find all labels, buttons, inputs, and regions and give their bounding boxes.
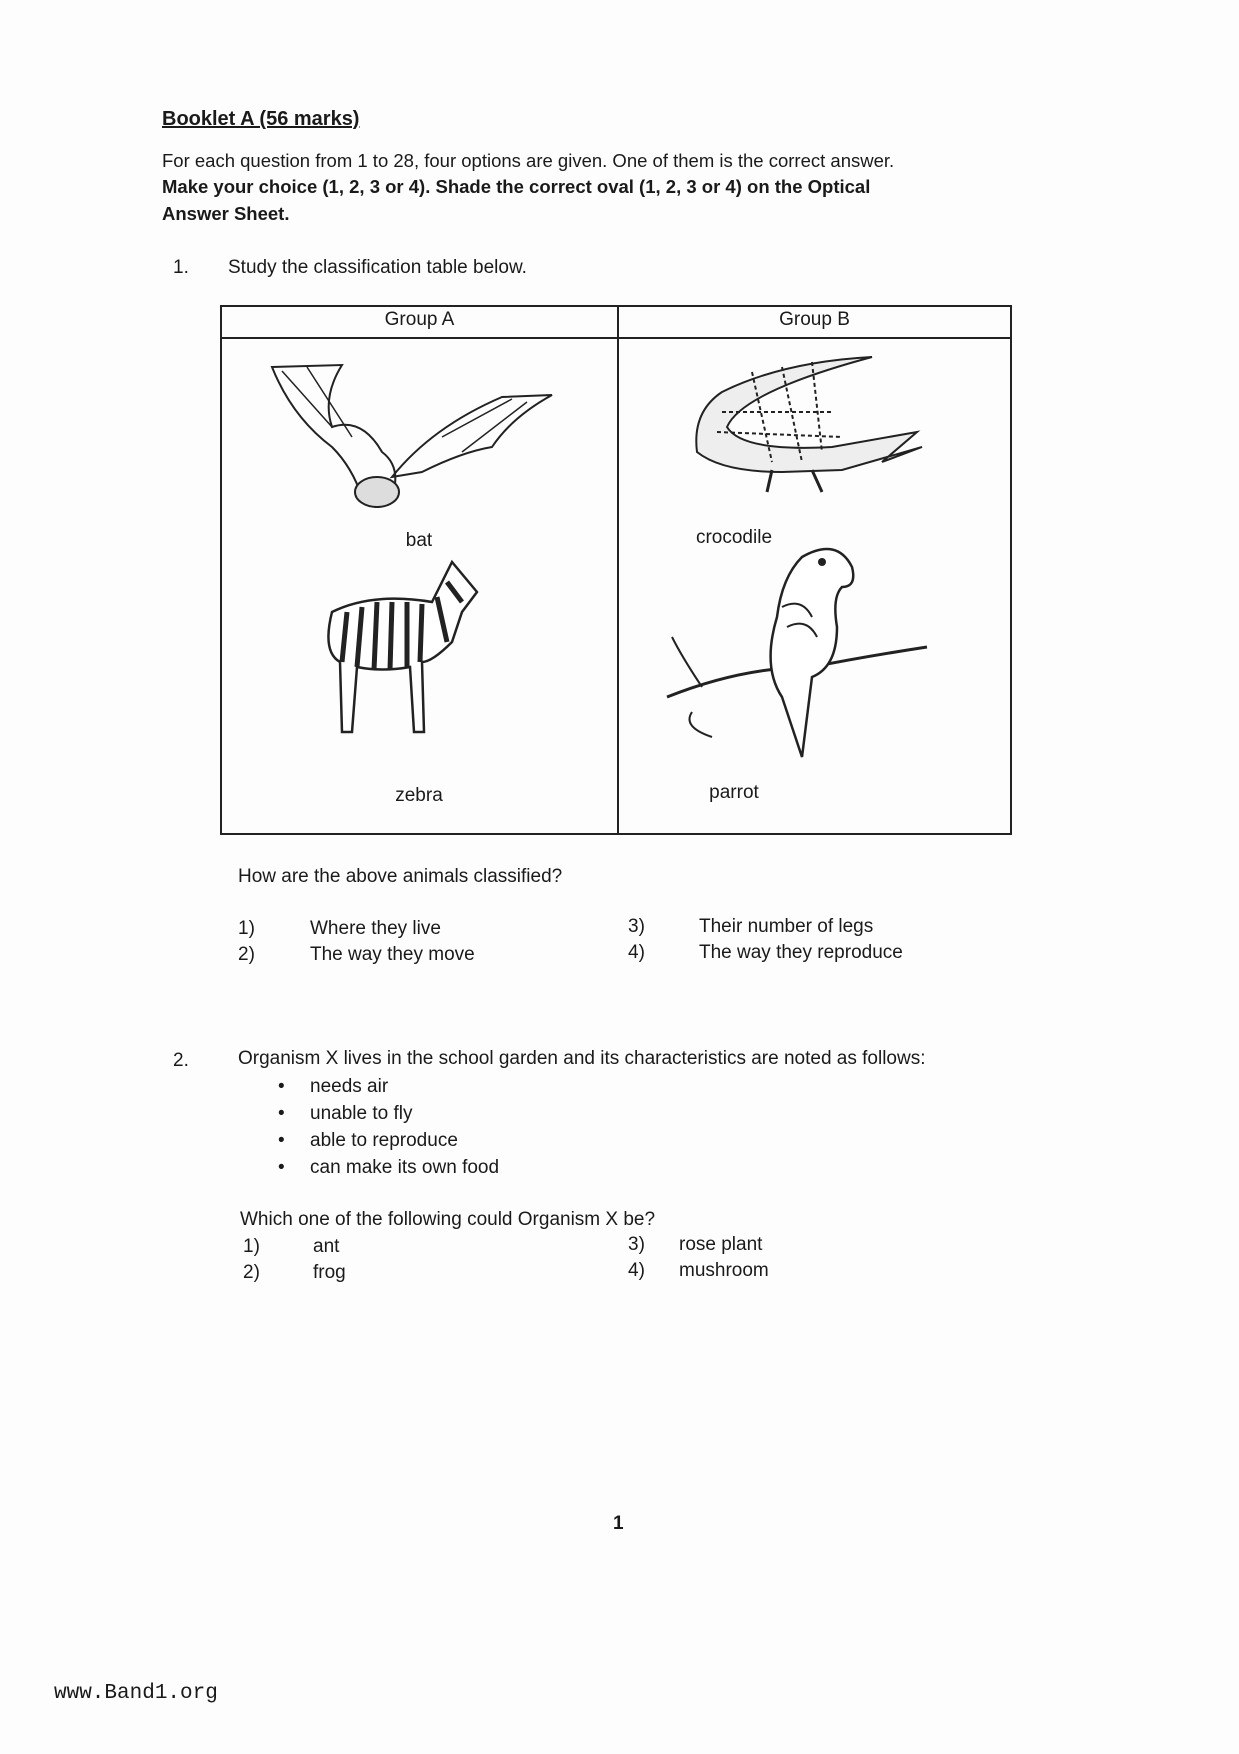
group-b-header: Group B xyxy=(779,309,850,330)
q1-option-3: Their number of legs xyxy=(699,916,874,937)
q2-option-3: rose plant xyxy=(679,1234,763,1255)
instruction-line-1: For each question from 1 to 28, four options are given. One of them is the correct answer. xyxy=(162,150,895,171)
q2-option-4-number: 4) xyxy=(628,1260,645,1281)
q2-option-4: mushroom xyxy=(679,1260,769,1281)
parrot-illustration xyxy=(662,537,962,767)
instruction-line-3: Answer Sheet. xyxy=(162,203,290,224)
zebra-illustration xyxy=(312,552,492,752)
watermark-link[interactable]: www.Band1.org xyxy=(54,1682,218,1705)
q2-bullet-1: needs air xyxy=(310,1076,389,1097)
booklet-title: Booklet A (56 marks) xyxy=(162,108,360,130)
page-number: 1 xyxy=(613,1513,624,1534)
bullet-icon: • xyxy=(278,1103,285,1124)
bullet-icon: • xyxy=(278,1130,285,1151)
q1-option-3-number: 3) xyxy=(628,916,645,937)
q1-option-4: The way they reproduce xyxy=(699,942,903,963)
q1-option-2: The way they move xyxy=(310,944,475,965)
zebra-label: zebra xyxy=(395,785,443,806)
table-divider xyxy=(617,307,619,833)
instruction-line-2: Make your choice (1, 2, 3 or 4). Shade the correct oval (1, 2, 3 or 4) on the Optical xyxy=(162,176,871,197)
bat-illustration xyxy=(262,357,562,527)
bullet-icon: • xyxy=(278,1157,285,1178)
q1-option-4-number: 4) xyxy=(628,942,645,963)
bullet-icon: • xyxy=(278,1076,285,1097)
q2-option-3-number: 3) xyxy=(628,1234,645,1255)
q2-bullet-3: able to reproduce xyxy=(310,1130,458,1151)
q1-prompt: Study the classification table below. xyxy=(228,257,527,278)
q1-question: How are the above animals classified? xyxy=(238,866,563,887)
q2-option-1: ant xyxy=(313,1236,340,1257)
q1-number: 1. xyxy=(173,257,189,278)
q2-question: Which one of the following could Organism X be? xyxy=(240,1209,656,1230)
crocodile-illustration xyxy=(682,352,942,502)
q2-number: 2. xyxy=(173,1050,189,1071)
parrot-label: parrot xyxy=(709,782,759,803)
q1-option-1-number: 1) xyxy=(238,918,255,939)
q1-option-2-number: 2) xyxy=(238,944,255,965)
q2-option-1-number: 1) xyxy=(243,1236,260,1257)
q2-bullet-4: can make its own food xyxy=(310,1157,500,1178)
bat-label: bat xyxy=(405,530,433,551)
q1-option-1: Where they live xyxy=(310,918,441,939)
classification-table xyxy=(220,305,1012,835)
q2-prompt: Organism X lives in the school garden and its characteristics are noted as follows: xyxy=(238,1048,926,1069)
q2-option-2: frog xyxy=(313,1262,346,1283)
q2-bullet-2: unable to fly xyxy=(310,1103,413,1124)
group-a-header: Group A xyxy=(384,309,455,330)
crocodile-label: crocodile xyxy=(695,527,773,548)
q2-option-2-number: 2) xyxy=(243,1262,260,1283)
